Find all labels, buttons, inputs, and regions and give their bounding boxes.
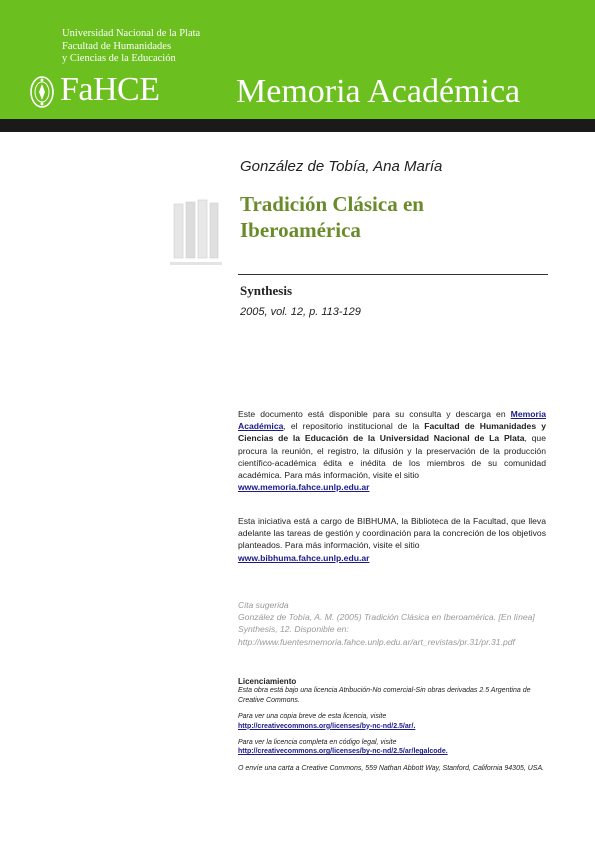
p1-text-b: , el repositorio institucional de la (283, 421, 425, 432)
license-short-link[interactable]: http://creativecommons.org/licenses/by-nc-nd/2.5/ar/. (238, 722, 416, 730)
citation-label: Cita sugerida (238, 600, 289, 610)
memoria-link[interactable]: Memoria Académica (238, 409, 546, 432)
header-banner (0, 0, 595, 119)
author: González de Tobía, Ana María (240, 158, 443, 175)
repository-name: Memoria Académica (236, 73, 521, 110)
license-text-3: Para ver la licencia completa en código legal, visite (238, 739, 397, 747)
document-title: Tradición Clásica en Iberoamérica (240, 192, 424, 242)
brand-logo: FaHCE (60, 71, 160, 108)
suggested-citation (238, 599, 548, 648)
faculty-name-cont: y Ciencias de la Educación (62, 53, 176, 64)
memoria-url-link[interactable]: www.memoria.fahce.unlp.edu.ar (238, 482, 370, 493)
faculty-bold: Facultad de Humanidades y Ciencias de la Educación de la Universidad Nacional de La Plata (238, 421, 546, 444)
title-rule (238, 274, 548, 275)
university-seal-icon (29, 74, 55, 110)
university-name: Universidad Nacional de la Plata (62, 28, 201, 39)
p1-text-a: Este documento está disponible para su consulta y descarga en (238, 409, 511, 419)
publication-details: 2005, vol. 12, p. 113-129 (240, 306, 361, 318)
university-lines (62, 28, 200, 66)
bibhuma-url-link[interactable]: www.bibhuma.fahce.unlp.edu.ar (238, 552, 370, 563)
p2-text: Esta iniciativa está a cargo de BIBHUMA, la Biblioteca de la Facultad, que lleva adelante las tareas de gestión y coordinación para la concreción de los objetivos planteados. Para más información, visite el sitio (238, 516, 546, 551)
license-text-1: Esta obra está bajo una licencia Atribución-No comercial-Sin obras derivadas 2.5 Argentina de Creative Commons. (238, 687, 531, 704)
bibhuma-paragraph (238, 515, 546, 564)
faculty-name: Facultad de Humanidades (62, 40, 172, 52)
journal-name: Synthesis (240, 283, 293, 298)
header-divider-bar (0, 119, 595, 132)
license-section (238, 677, 548, 773)
license-text-4: O envíe una carta a Creative Commons, 559 Nathan Abbott Way, Stanford, California 94305, USA. (238, 764, 545, 772)
books-logo-icon (170, 198, 222, 268)
p1-text-c: , que procura la reunión, el registro, la difusión y la preservación de la producción científico-académica édita e inédita de los miembros de su comunidad académica. Para más información, visite el sitio (238, 433, 546, 481)
license-legal-link[interactable]: http://creativecommons.org/licenses/by-nc-nd/2.5/ar/legalcode. (238, 748, 448, 756)
license-title: Licenciamiento (238, 677, 297, 686)
citation-text: González de Tobía, A. M. (2005) Tradición Clásica en Iberoamérica. [En línea] Synthesis, 12. Disponible en: http://www.fuentesmemoria.fahce.unlp.edu.ar/art_revistas/pr.31/pr.31.pdf (238, 612, 535, 647)
license-text-2: Para ver una copia breve de esta licencia, visite (238, 713, 387, 721)
availability-paragraph (238, 408, 546, 493)
